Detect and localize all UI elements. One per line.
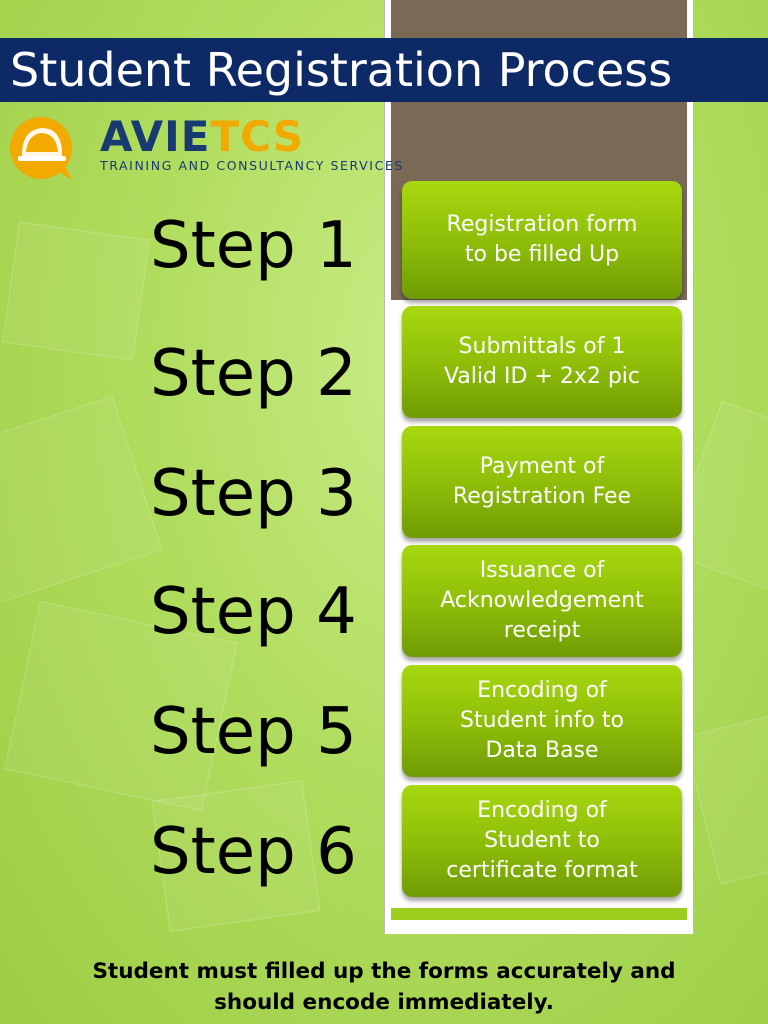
logo-subtitle: TRAINING AND CONSULTANCY SERVICES [100, 158, 404, 173]
step-box-6: Encoding of Student to certificate format [402, 785, 682, 897]
step-box-1: Registration form to be filled Up [402, 181, 682, 299]
step-label-5: Step 5 [150, 695, 357, 769]
step-box-3: Payment of Registration Fee [402, 426, 682, 538]
step-box-4: Issuance of Acknowledgement receipt [402, 545, 682, 657]
footer-note: Student must filled up the forms accurately and should encode immediately. [92, 959, 676, 1015]
step-box-5: Encoding of Student info to Data Base [402, 665, 682, 777]
column-bottom-strip [391, 908, 687, 920]
background-shape [0, 396, 163, 606]
step-label-1: Step 1 [150, 209, 357, 283]
page-title: Student Registration Process [0, 38, 768, 102]
background-shape [683, 708, 768, 885]
step-label-2: Step 2 [150, 337, 357, 411]
step-box-2: Submittals of 1 Valid ID + 2x2 pic [402, 306, 682, 418]
step-label-4: Step 4 [150, 575, 357, 649]
background-shape [2, 221, 150, 360]
helmet-logo-icon [8, 112, 78, 182]
step-label-3: Step 3 [150, 457, 357, 531]
step-label-6: Step 6 [150, 815, 357, 889]
logo-brand-text: AVIETCS [100, 112, 304, 161]
company-logo [8, 110, 404, 182]
